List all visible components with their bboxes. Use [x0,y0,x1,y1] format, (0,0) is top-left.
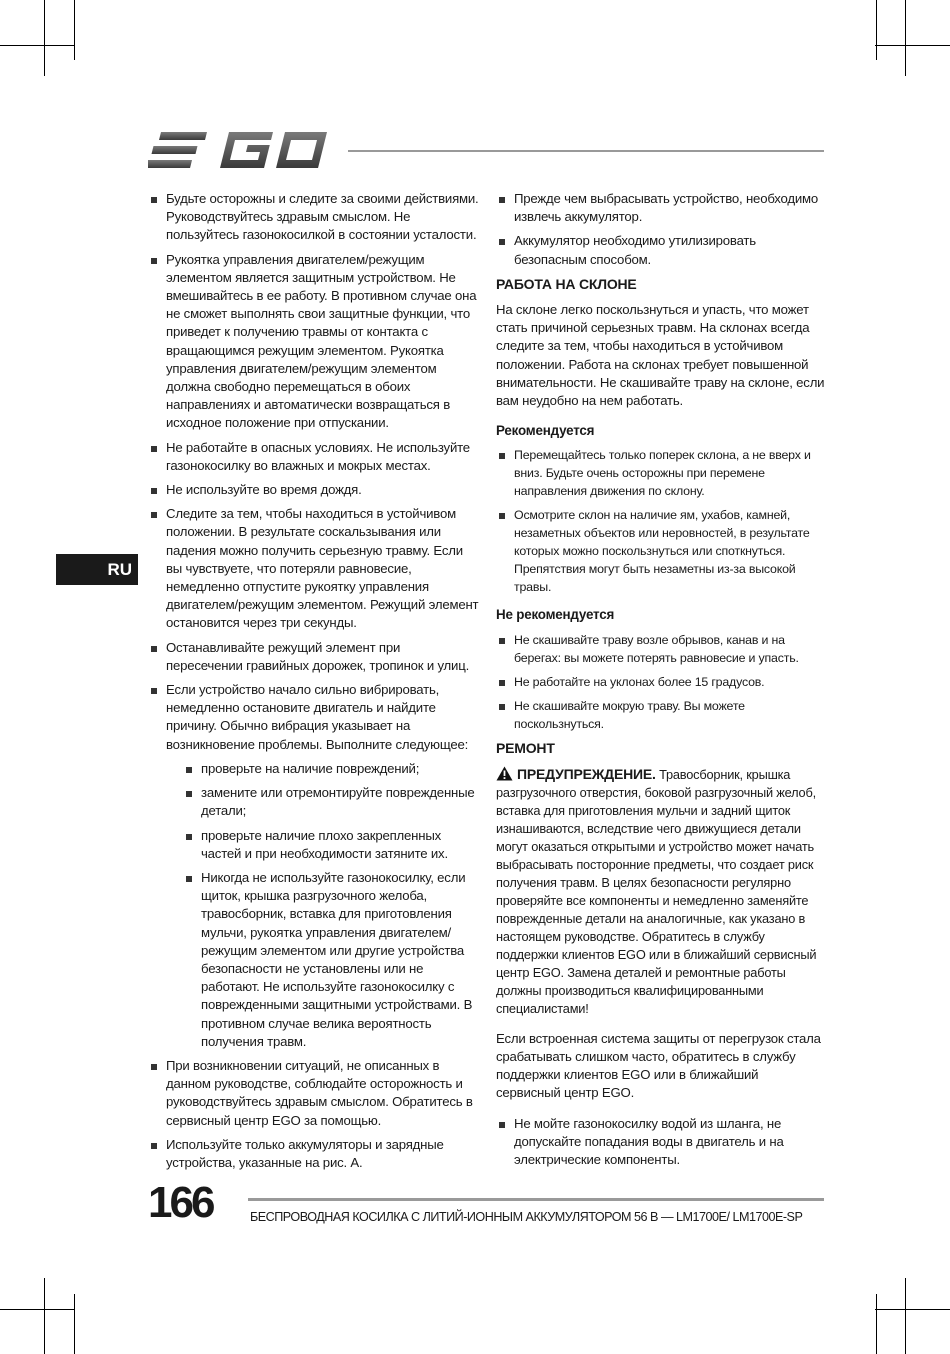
vibration-sublist [166,760,480,1051]
slope-heading: РАБОТА НА СКЛОНЕ [496,275,637,292]
list-item: При возникновении ситуаций, не описанных в данном руководстве, соблюдайте осторожность и руководствуйтесь здравым смыслом. Обратитесь в сервисный центр EGO за помощью. [148,1057,480,1130]
overload-paragraph: Если встроенная система защиты от перегрузок стала срабатывать слишком часто, обратитесь в службу поддержки клиентов EGO или в ближайший сервисный центр EGO. [496,1030,821,1101]
battery-list [496,190,826,269]
list-item: Используйте только аккумуляторы и зарядные устройства, указанные на рис. A. [148,1136,480,1172]
crop-mark [875,1309,950,1310]
crop-mark [0,45,75,46]
repair-heading: РЕМОНТ [496,739,555,756]
crop-mark [44,1278,45,1354]
footer-rule [248,1198,824,1201]
slope-paragraph: На склоне легко поскользнуться и упасть, что может стать причиной серьезных травм. На склонах всегда следите за тем, чтобы находиться в устойчивом положении. Работа на склонах требует повышенной внимательности. Не скашивайте траву на склоне, если вам неудобно на нем работать. [496,302,825,409]
safety-list [148,190,480,1172]
crop-mark [905,0,906,76]
list-item: Не используйте во время дождя. [148,481,480,499]
crop-mark [74,1294,75,1354]
header-rule [348,150,824,152]
list-item: Аккумулятор необходимо утилизировать безопасным способом. [496,232,826,268]
sub-list-item: проверьте на наличие повреждений; [183,760,480,778]
list-item: Рукоятка управления двигателем/режущим элементом является защитным устройством. Не вмешивайтесь в ее работу. В противном случае она не сможет выполнять свои защитные функции, что приведет к получению травмы от контакта с вращающимся режущим элементом. Рукоятка управления двигателем/режущим элементом должна свободно перемещаться в обоих направлениях и автоматически возвращаться в исходное положение при отпускании. [148,251,480,433]
warning-text: Травосборник, крышка разгрузочного отверстия, боковой разгрузочный желоб, вставка для приготовления мульчи и задний щиток изнашиваются, вследствие чего движущиеся детали могут оказаться открытыми и устройство может начать выбрасывать посторонние предметы, что создает риск получения травм. В целях безопасности регулярно проверяйте все компоненты и немедленно заменяйте поврежденные детали на аналогичные, как указано в настоящем руководстве. Обратитесь в службу поддержки клиентов EGO или в ближайший сервисный центр EGO. Замена деталей и ремонтные работы должны производиться квалифицированными специалистами! [496,766,817,1016]
list-item: Останавливайте режущий элемент при пересечении гравийных дорожек, тропинок и улиц. [148,639,480,675]
list-item-text: Если устройство начало сильно вибрировать, немедленно остановите двигатель и найдите причину. Обычно вибрация указывает на возникновение проблемы. Выполните следующее: [166,682,469,752]
warning-paragraph [496,765,826,1018]
list-item [148,681,480,1051]
page-number: 166 [148,1178,213,1227]
ego-logo [148,128,333,172]
crop-mark [876,1294,877,1354]
list-item: Перемещайтесь только поперек склона, а не вверх и вниз. Будьте очень осторожны при перемене направления движения по склону. [496,446,826,500]
crop-mark [876,0,877,60]
warning-title: ПРЕДУПРЕЖДЕНИЕ. [517,765,656,782]
list-item: Прежде чем выбрасывать устройство, необходимо извлечь аккумулятор. [496,190,826,226]
right-column [496,190,826,1175]
crop-mark [905,1278,906,1354]
list-item: Осмотрите склон на наличие ям, ухабов, камней, незаметных объектов или неровностей, в результате которых можно поскользнуться или споткнуться. Препятствия могут быть незаметны из-за высокой травы. [496,506,826,596]
sub-list-item: проверьте наличие плохо закрепленных частей и при необходимости затяните их. [183,827,480,863]
footer-title: БЕСПРОВОДНАЯ КОСИЛКА С ЛИТИЙ-ИОННЫМ АККУМУЛЯТОРОМ 56 В — LM1700E/ LM1700E-SP [250,1210,803,1224]
left-column [148,190,480,1178]
list-item: Не работайте на уклонах более 15 градусов. [496,673,826,691]
not-recommended-heading: Не рекомендуется [496,607,615,623]
not-recommended-list [496,631,826,733]
crop-mark [74,0,75,60]
list-item: Не мойте газонокосилку водой из шланга, не допускайте попадания воды в двигатель и на электрические компоненты. [496,1115,826,1170]
recommended-list [496,446,826,596]
list-item: Следите за тем, чтобы находиться в устойчивом положении. В результате соскальзывания или падения можно получить серьезную травму. Если вы чувствуете, что потеряли равновесие, немедленно отпустите рукоятку управления двигателем/режущим элементом. Режущий элемент остановится через три секунды. [148,505,480,632]
sub-list-item: Никогда не используйте газонокосилку, если щиток, крышка разгрузочного желоба, травосборник, вставка для приготовления мульчи, рукоятка управления двигателем/ режущим элементом или другие устройства безопасности не установлены или не работают. Не используйте газонокосилку с поврежденными защитными устройствами. В противном случае велика вероятность получения травм. [183,869,480,1051]
crop-mark [875,45,950,46]
warning-icon [496,766,513,781]
list-item: Не работайте в опасных условиях. Не используйте газонокосилку во влажных и мокрых местах. [148,439,480,475]
washing-list [496,1115,826,1170]
language-tab: RU [56,554,138,585]
list-item: Будьте осторожны и следите за своими действиями. Руководствуйтесь здравым смыслом. Не пользуйтесь газонокосилкой в состоянии усталости. [148,190,480,245]
crop-mark [0,1309,75,1310]
crop-mark [44,0,45,76]
sub-list-item: замените или отремонтируйте поврежденные детали; [183,784,480,820]
list-item: Не скашивайте траву возле обрывов, канав и на берегах: вы можете потерять равновесие и упасть. [496,631,826,667]
recommended-heading: Рекомендуется [496,423,595,439]
list-item: Не скашивайте мокрую траву. Вы можете поскользнуться. [496,697,826,733]
